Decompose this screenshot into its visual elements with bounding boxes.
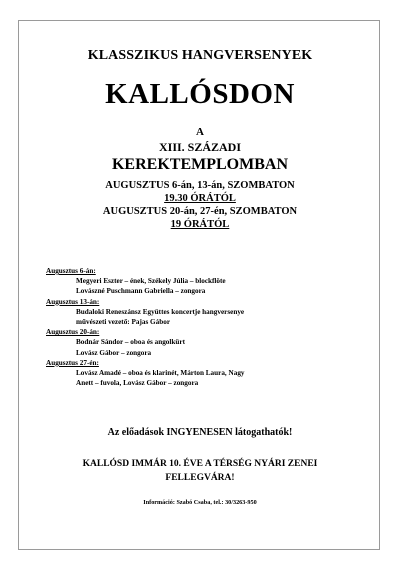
festival-note	[0, 457, 400, 485]
program-date: Augusztus 27-én:	[46, 358, 99, 367]
program-performer: Lovász Amadé – oboa és klarinét, Márton Laura, Nagy	[76, 369, 245, 378]
poster-subtitle: KLASSZIKUS HANGVERSENYEK	[87, 48, 313, 63]
poster-title: KALLÓSDON	[105, 78, 295, 110]
venue-century: XIII. SZÁZADI	[158, 140, 242, 154]
program-performer: Budaloki Reneszánsz Együttes koncertje hangversenye	[76, 307, 245, 316]
program-performer: művészeti vezető: Pajas Gábor	[76, 318, 171, 327]
contact-info: Információ: Szabó Csaba, tel.: 30/3263-950	[143, 499, 257, 506]
program-date: Augusztus 20-án:	[46, 328, 100, 337]
schedule-time-2: 19 ÓRÁTÓL	[170, 219, 230, 230]
program-performer: Bodnár Sándor – oboa és angolkürt	[76, 338, 185, 347]
schedule-dates-1: AUGUSZTUS 6-án, 13-án, SZOMBATON	[105, 180, 295, 191]
program-performer: Lovász Gábor – zongora	[76, 348, 152, 357]
schedule-dates-2: AUGUSZTUS 20-án, 27-én, SZOMBATON	[102, 206, 298, 217]
schedule-time-1: 19.30 ÓRÁTÓL	[164, 193, 236, 204]
program-performer: Megyeri Eszter – ének, Székely Júlia – blockflöte	[76, 277, 226, 286]
festival-note-line: FELLEGVÁRA!	[165, 473, 235, 483]
free-entry-note: Az előadások INGYENESEN látogathatók!	[107, 427, 293, 438]
festival-note-line: KALLÓSD IMMÁR 10. ÉVE A TÉRSÉG NYÁRI ZENEI	[82, 459, 318, 469]
venue-article: A	[196, 126, 204, 138]
venue-name: KEREKTEMPLOMBAN	[111, 156, 288, 173]
program-performer: Anett – fuvola, Lovász Gábor – zongora	[76, 379, 199, 388]
program-date: Augusztus 6-án:	[46, 267, 96, 275]
program-list	[46, 266, 346, 388]
program-performer: Lovászné Puschmann Gabriella – zongora	[76, 287, 206, 296]
program-date: Augusztus 13-án:	[46, 297, 100, 306]
